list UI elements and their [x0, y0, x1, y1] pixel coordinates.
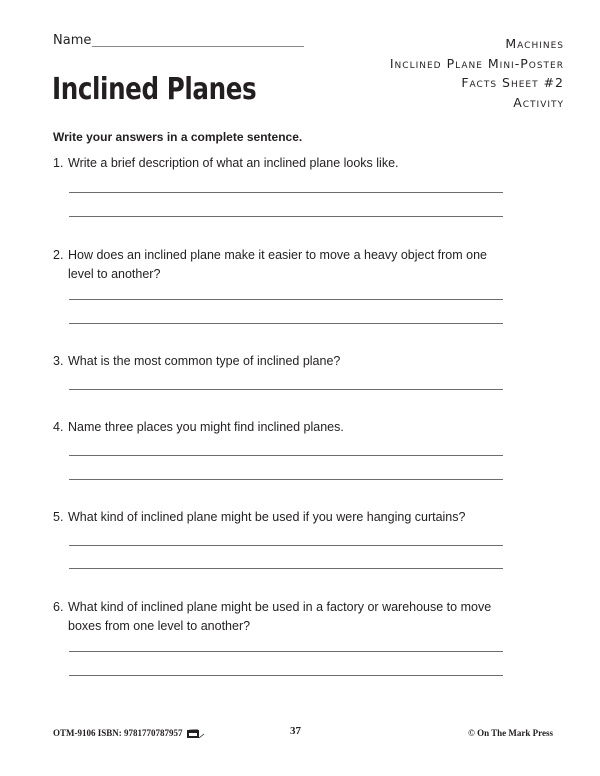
question-text: What kind of inclined plane might be used if you were hanging curtains?	[68, 510, 466, 524]
question-number: 5.	[53, 510, 64, 524]
question-number: 1.	[53, 156, 64, 170]
worksheet-meta	[390, 34, 564, 112]
question-text: Write a brief description of what an inclined plane looks like.	[68, 156, 399, 170]
question-2	[53, 246, 488, 284]
answer-line-1b[interactable]	[69, 216, 503, 217]
name-field[interactable]	[92, 46, 304, 47]
meta-topic: Inclined Plane Mini-Poster	[389, 55, 564, 71]
name-label: Name	[53, 33, 92, 48]
answer-line-2b[interactable]	[69, 323, 503, 324]
question-number: 6.	[53, 600, 64, 614]
question-1	[53, 154, 498, 173]
question-4	[53, 418, 498, 437]
footer-isbn: OTM-9106 ISBN: 9781770787957	[53, 728, 183, 738]
answer-line-6b[interactable]	[69, 675, 503, 676]
answer-line-4a[interactable]	[69, 455, 503, 456]
answer-line-3a[interactable]	[69, 389, 503, 390]
question-text: What kind of inclined plane might be used in a factory or warehouse to move boxes from one level to another?	[68, 600, 492, 633]
answer-line-5b[interactable]	[69, 568, 503, 569]
question-3	[53, 352, 498, 371]
meta-sheet: Facts Sheet #2	[461, 75, 564, 90]
footer-code	[53, 728, 203, 738]
question-number: 4.	[53, 420, 64, 434]
page-title: Inclined Planes	[52, 72, 257, 107]
answer-line-2a[interactable]	[69, 299, 503, 300]
reproducible-book-icon	[187, 729, 203, 738]
question-number: 2.	[53, 248, 64, 262]
instructions: Write your answers in a complete sentence.	[53, 130, 303, 144]
page-number: 37	[290, 725, 301, 737]
question-text: What is the most common type of inclined plane?	[68, 354, 341, 368]
answer-line-1a[interactable]	[69, 192, 503, 193]
question-5	[53, 508, 498, 527]
meta-subject: Machines	[505, 36, 564, 51]
footer-copyright: © On The Mark Press	[468, 728, 553, 738]
answer-line-4b[interactable]	[69, 479, 503, 480]
answer-line-5a[interactable]	[69, 545, 503, 546]
question-text: How does an inclined plane make it easier to move a heavy object from one level to another?	[68, 248, 487, 281]
question-number: 3.	[53, 354, 64, 368]
question-text: Name three places you might find inclined planes.	[68, 420, 344, 434]
answer-line-6a[interactable]	[69, 651, 503, 652]
meta-type: Activity	[513, 94, 564, 110]
question-6	[53, 598, 518, 636]
